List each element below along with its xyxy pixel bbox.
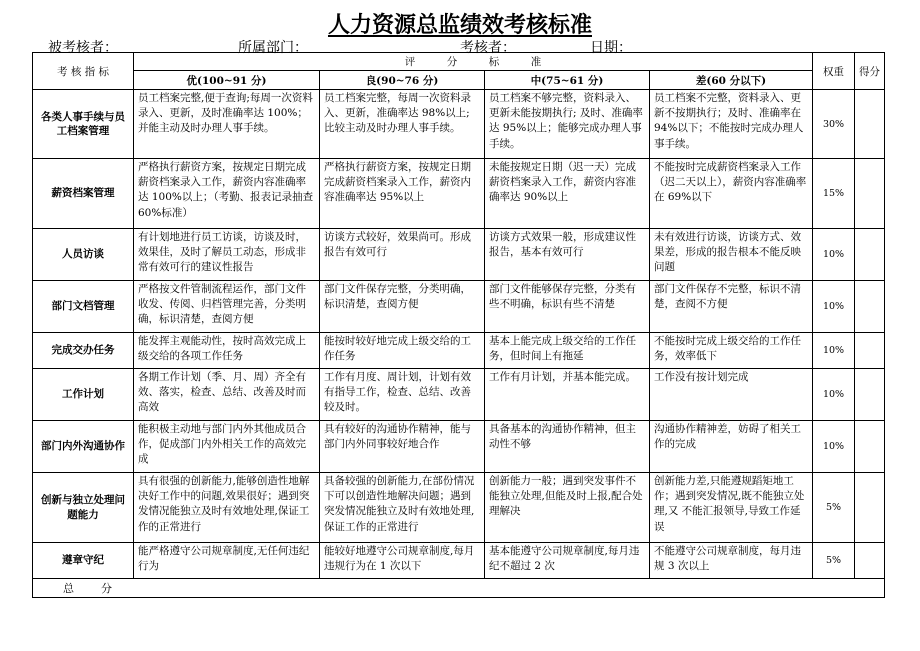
indicator-cell: 人员访谈 [33, 229, 134, 281]
good-cell: 访谈方式较好，效果尚可。形成报告有效可行 [320, 229, 485, 281]
good-cell: 具备较强的创新能力,在部份情况下可以创造性地解决问题；遇到突发情况能独立及时有效地处理,保证工作的正常进行 [320, 473, 485, 543]
indicator-cell: 完成交办任务 [33, 333, 134, 369]
department-label: 所属部门： [238, 40, 308, 56]
total-label: 总 分 [33, 579, 885, 598]
excellent-cell: 员工档案完整,便于查询;每周一次资料录入、更新，及时准确率达 100%；并能主动及时办理人事手续。 [134, 90, 320, 159]
poor-cell: 不能遵守公司规章制度，每月违规 3 次以上 [650, 543, 813, 579]
weight-cell: 15% [813, 159, 855, 229]
header-standard: 评 分 标 准 [134, 53, 813, 71]
indicator-cell: 部门文档管理 [33, 281, 134, 333]
poor-cell: 创新能力差,只能遵规蹈矩地工作；遇到突发情况,既不能独立处理,又 不能汇报领导,导致工作延误 [650, 473, 813, 543]
good-cell: 具有较好的沟通协作精神，能与部门内外同事较好地合作 [320, 421, 485, 473]
medium-cell: 基本能遵守公司规章制度,每月违纪不超过 2 次 [485, 543, 650, 579]
medium-cell: 工作有月计划，并基本能完成。 [485, 369, 650, 421]
excellent-cell: 各期工作计划（季、月、周）齐全有效、落实，检查、总结、改善及时而高效 [134, 369, 320, 421]
header-medium: 中(75~61 分) [485, 71, 650, 90]
score-cell[interactable] [855, 333, 885, 369]
excellent-cell: 具有很强的创新能力,能够创造性地解决好工作中的问题,效果很好；遇到突发情况能独立及时有效地处理,保证工作的正常进行 [134, 473, 320, 543]
header-good: 良(90~76 分) [320, 71, 485, 90]
table-row [33, 90, 885, 159]
good-cell: 工作有月度、周计划，计划有效有指导工作，检查、总结、改善较及时。 [320, 369, 485, 421]
poor-cell: 工作没有按计划完成 [650, 369, 813, 421]
weight-cell: 5% [813, 473, 855, 543]
table-row [33, 281, 885, 333]
table-row [33, 421, 885, 473]
table-row [33, 543, 885, 579]
table-row [33, 333, 885, 369]
table-row [33, 369, 885, 421]
table-row [33, 159, 885, 229]
excellent-cell: 能发挥主观能动性，按时高效完成上级交给的各项工作任务 [134, 333, 320, 369]
date-label: 日期： [590, 40, 632, 56]
score-cell[interactable] [855, 281, 885, 333]
poor-cell: 沟通协作精神差，妨碍了相关工作的完成 [650, 421, 813, 473]
medium-cell: 基本上能完成上级交给的工作任务，但时间上有拖延 [485, 333, 650, 369]
poor-cell: 不能按时完成薪资档案录入工作（迟二天以上），薪资内容准确率在 69%以下 [650, 159, 813, 229]
weight-cell: 10% [813, 369, 855, 421]
indicator-cell: 各类人事手续与员工档案管理 [33, 90, 134, 159]
score-cell[interactable] [855, 90, 885, 159]
page-title: 人力资源总监绩效考核标准 [327, 13, 592, 38]
poor-cell: 不能按时完成上级交给的工作任务，效率低下 [650, 333, 813, 369]
excellent-cell: 能积极主动地与部门内外其他成员合作，促成部门内外相关工作的高效完成 [134, 421, 320, 473]
score-cell[interactable] [855, 229, 885, 281]
poor-cell: 部门文件保存不完整，标识不清楚，查阅不方便 [650, 281, 813, 333]
good-cell: 严格执行薪资方案，按规定日期完成薪资档案录入工作，薪资内容准确率达 95%以上 [320, 159, 485, 229]
indicator-cell: 遵章守纪 [33, 543, 134, 579]
table-row [33, 473, 885, 543]
indicator-cell: 创新与独立处理问题能力 [33, 473, 134, 543]
score-cell[interactable] [855, 473, 885, 543]
medium-cell: 创新能力一般；遇到突发事件不能独立处理,但能及时上报,配合处理解决 [485, 473, 650, 543]
total-row [33, 579, 885, 598]
score-cell[interactable] [855, 369, 885, 421]
medium-cell: 访谈方式效果一般，形成建议性报告，基本有效可行 [485, 229, 650, 281]
good-cell: 能按时较好地完成上级交给的工作任务 [320, 333, 485, 369]
assessor-label: 考核者： [460, 40, 516, 56]
good-cell: 员工档案完整，每周一次资料录入、更新，准确率达 98%以上; 比较主动及时办理人事手续。 [320, 90, 485, 159]
indicator-cell: 薪资档案管理 [33, 159, 134, 229]
good-cell: 部门文件保存完整，分类明确，标识清楚，查阅方便 [320, 281, 485, 333]
excellent-cell: 能严格遵守公司规章制度,无任何违纪行为 [134, 543, 320, 579]
excellent-cell: 严格按文件管制流程运作，部门文件收发、传阅、归档管理完善，分类明确，标识清楚，查阅方便 [134, 281, 320, 333]
medium-cell: 部门文件能够保存完整，分类有些不明确，标识有些不清楚 [485, 281, 650, 333]
poor-cell: 未有效进行访谈，访谈方式、效果差，形成的报告根本不能反映问题 [650, 229, 813, 281]
medium-cell: 具备基本的沟通协作精神，但主动性不够 [485, 421, 650, 473]
assessment-table [32, 52, 885, 598]
medium-cell: 未能按规定日期（迟一天）完成薪资档案录入工作，薪资内容准确率达 90%以上 [485, 159, 650, 229]
weight-cell: 10% [813, 333, 855, 369]
poor-cell: 员工档案不完整，资料录入、更新不按期执行；及时、准确率在 94%以下；不能按时完成办理人事手续。 [650, 90, 813, 159]
header-score: 得分 [855, 53, 885, 90]
score-cell[interactable] [855, 421, 885, 473]
header-poor: 差(60 分以下) [650, 71, 813, 90]
excellent-cell: 严格执行薪资方案，按规定日期完成薪资档案录入工作，薪资内容准确率达 100%以上；（考勤、报表记录抽查 60%标准） [134, 159, 320, 229]
weight-cell: 10% [813, 281, 855, 333]
indicator-cell: 部门内外沟通协作 [33, 421, 134, 473]
weight-cell: 10% [813, 229, 855, 281]
header-excellent: 优(100~91 分) [134, 71, 320, 90]
assessee-label: 被考核者： [48, 40, 118, 56]
weight-cell: 10% [813, 421, 855, 473]
medium-cell: 员工档案不够完整，资料录入、更新未能按期执行; 及时、准确率达 95%以上；能够完成办理人事手续。 [485, 90, 650, 159]
header-weight: 权重 [813, 53, 855, 90]
weight-cell: 5% [813, 543, 855, 579]
header-indicator: 考 核 指 标 [33, 53, 134, 90]
score-cell[interactable] [855, 543, 885, 579]
weight-cell: 30% [813, 90, 855, 159]
table-row [33, 229, 885, 281]
indicator-cell: 工作计划 [33, 369, 134, 421]
excellent-cell: 有计划地进行员工访谈，访谈及时，效果佳，及时了解员工动态，形成非常有效可行的建议性报告 [134, 229, 320, 281]
score-cell[interactable] [855, 159, 885, 229]
good-cell: 能较好地遵守公司规章制度,每月违规行为在 1 次以下 [320, 543, 485, 579]
